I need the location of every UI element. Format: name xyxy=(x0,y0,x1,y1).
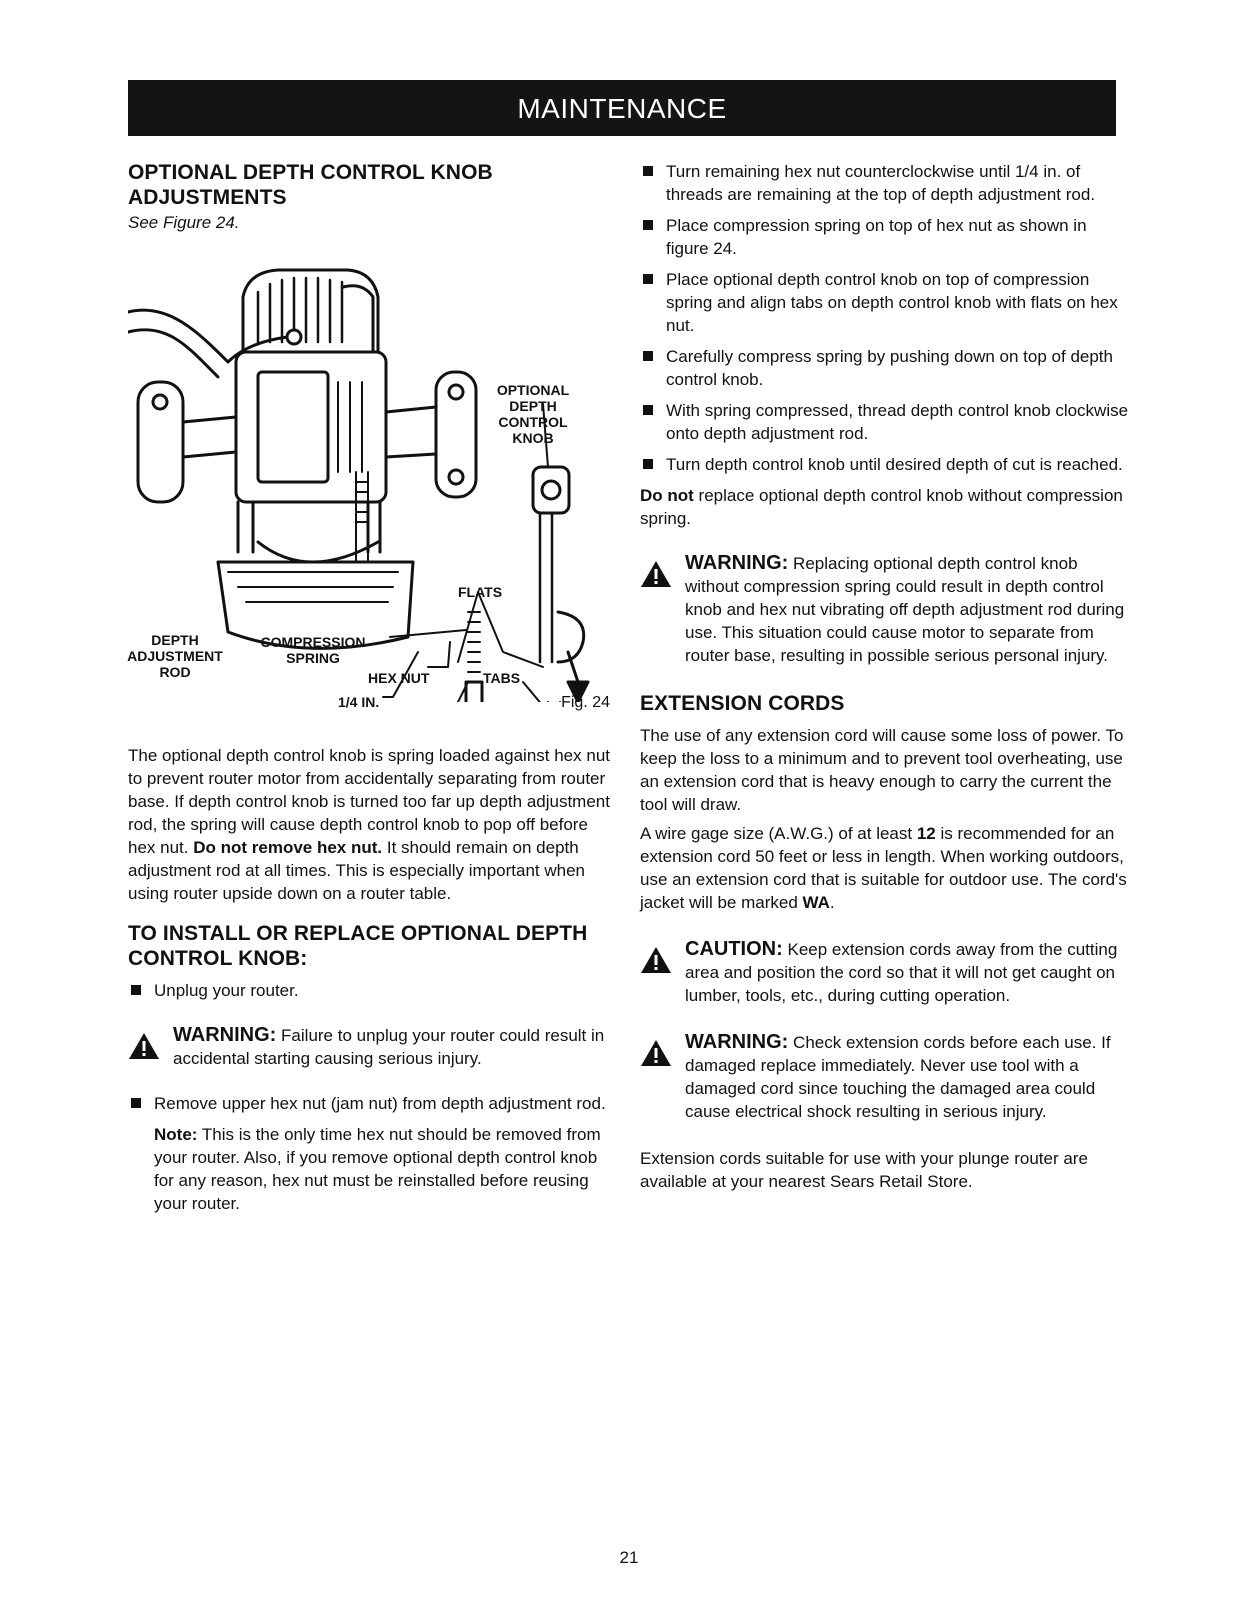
warning-check-cords: WARNING: Check extension cords before each use. If damaged replace immediately. Never use tool with a damaged cord since touching the damaged area could cause electrical shock resulting in serious injury. xyxy=(640,1031,1130,1123)
warning-unplug: WARNING: Failure to unplug your router could result in accidental starting causing serious injury. xyxy=(128,1024,610,1070)
figure-reference: See Figure 24. xyxy=(128,213,240,232)
install-heading: TO INSTALL OR REPLACE OPTIONAL DEPTH CONTROL KNOB: xyxy=(128,922,588,970)
extension-cords-heading: EXTENSION CORDS xyxy=(640,692,845,715)
bullet-item: Place optional depth control knob on top of compression spring and align tabs on depth control knob with flats on hex nut. xyxy=(640,268,1130,337)
warning-triangle-icon xyxy=(640,1039,672,1067)
left-column xyxy=(128,160,610,1215)
figure-caption: Fig. 24 xyxy=(561,694,610,711)
paragraph-extension-loss: The use of any extension cord will cause some loss of power. To keep the loss to a minimum and to prevent tool overheating, use an extension cord that is heavy enough to carry the current the tool will draw. xyxy=(640,726,1124,814)
bullet-unplug: Unplug your router. xyxy=(128,979,610,1002)
bullet-item: Place compression spring on top of hex nut as shown in figure 24. xyxy=(640,214,1130,260)
label-compression-spring: COMPRESSION SPRING xyxy=(260,634,366,666)
paragraph-do-not: Do not replace optional depth control knob without compression spring. xyxy=(640,486,1123,528)
label-flats: FLATS xyxy=(458,584,503,600)
section-banner: MAINTENANCE xyxy=(128,80,1116,136)
bullet-item: With spring compressed, thread depth control knob clockwise onto depth adjustment rod. xyxy=(640,399,1130,445)
label-quarter-inch: 1/4 IN. xyxy=(338,694,380,710)
note: Note: This is the only time hex nut should be removed from your router. Also, if you remove optional depth control knob for any reason, hex nut must be reinstalled before reusing your router. xyxy=(154,1125,601,1213)
bullet-item: Turn depth control knob until desired depth of cut is reached. xyxy=(640,453,1130,476)
warning-triangle-icon xyxy=(640,560,672,588)
paragraph-wire-gage: A wire gage size (A.W.G.) of at least 12 is recommended for an extension cord 50 feet or less in length. When working outdoors, use an extension cord that is suitable for outdoor use. The cord's jacket will be marked WA. xyxy=(640,824,1127,912)
label-depth-rod: DEPTH ADJUSTMENT ROD xyxy=(127,632,223,680)
warning-compression-spring: WARNING: Replacing optional depth control knob without compression spring could result in depth control knob and hex nut vibrating off depth adjustment rod during use. This situation could cause motor to separate from router base, resulting in possible serious personal injury. xyxy=(640,552,1130,667)
bullet-item: Carefully compress spring by pushing down on top of depth control knob. xyxy=(640,345,1130,391)
right-column xyxy=(640,160,1130,1193)
paragraph-spring-loaded: The optional depth control knob is spring loaded against hex nut to prevent router motor from accidentally separating from router base. If depth control knob is turned too far up depth adjustment rod, the spring will cause depth control knob to pop off before hex nut. Do not remove hex nut. It should remain on depth adjustment rod at all times. This is especially important when using router upside down on a router table. xyxy=(128,746,610,903)
caution-extension-cords: CAUTION: Keep extension cords away from the cutting area and position the cord so that it will not get caught on lumber, tools, etc., during cutting operation. xyxy=(640,938,1130,1007)
bullet-item: Turn remaining hex nut counterclockwise until 1/4 in. of threads are remaining at the top of depth adjustment rod. xyxy=(640,160,1130,206)
section-heading: OPTIONAL DEPTH CONTROL KNOB ADJUSTMENTS xyxy=(128,161,493,209)
warning-triangle-icon xyxy=(640,946,672,974)
label-optional-knob: OPTIONAL DEPTH CONTROL KNOB xyxy=(496,382,570,446)
paragraph-sears: Extension cords suitable for use with your plunge router are available at your nearest Sears Retail Store. xyxy=(640,1149,1088,1191)
warning-triangle-icon xyxy=(128,1032,160,1060)
label-tabs: TABS xyxy=(483,670,521,686)
page-number: 21 xyxy=(619,1548,639,1567)
label-hex-nut: HEX NUT xyxy=(368,670,430,686)
bullet-remove-nut: Remove upper hex nut (jam nut) from depth adjustment rod. xyxy=(128,1092,610,1115)
